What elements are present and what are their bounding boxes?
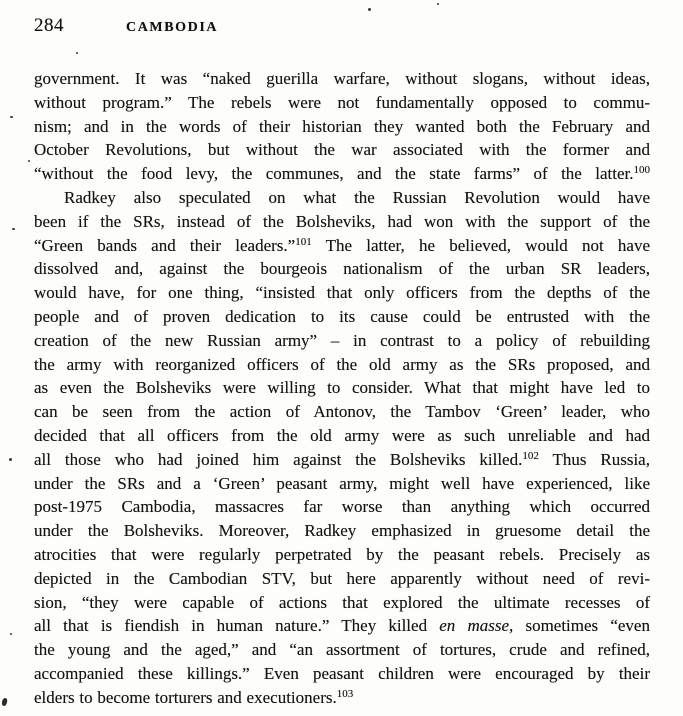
text-line: elders to become torturers and executioners.$^{103}$	[34, 687, 354, 707]
text-line: all those who had joined him against the Bolsheviks killed.$^{102}$ Thus Russia,	[34, 449, 650, 469]
text-line: accompanied these killings.” Even peasant children were encouraged by their	[34, 663, 650, 683]
text-line: Radkey also speculated on what the Russian Revolution would have	[64, 187, 650, 207]
page-body	[34, 67, 650, 710]
text-line: the army with reorganized officers of the old army as the SRs proposed, and	[34, 354, 650, 374]
text-line: under the Bolsheviks. Moreover, Radkey emphasized in gruesome detail the	[34, 521, 650, 541]
text-line: “Green bands and their leaders.”$^{101}$ The latter, he believed, would not have	[34, 235, 650, 255]
page-header	[34, 15, 218, 37]
text-line: the young and the aged,” and “an assortment of tortures, crude and refined,	[34, 640, 650, 660]
footnote-ref: 102	[522, 449, 539, 462]
scan-speck	[368, 8, 371, 11]
scan-speck	[437, 3, 439, 5]
footnote-ref: 100	[633, 164, 650, 177]
scan-speck	[10, 116, 13, 118]
text-line: all that is fiendish in human nature.” They killed en masse, sometimes “even	[34, 616, 650, 636]
text-line: as even the Bolsheviks were willing to consider. What that might have led to	[34, 378, 650, 398]
text-line: under the SRs and a ‘Green’ peasant army, might well have experienced, like	[34, 473, 650, 493]
scan-speck	[1, 697, 8, 706]
scan-speck	[9, 458, 12, 461]
text-line: post-1975 Cambodia, massacres far worse than anything which occurred	[34, 497, 650, 517]
text-line: decided that all officers from the old army were as such unreliable and had	[34, 425, 650, 445]
scan-speck	[12, 228, 15, 230]
scan-speck	[76, 52, 78, 54]
footnote-ref: 103	[336, 687, 354, 700]
text-line: creation of the new Russian army” – in contrast to a policy of rebuilding	[34, 330, 650, 350]
text-line: people and of proven dedication to its cause could be entrusted with the	[34, 306, 650, 326]
text-line: depicted in the Cambodian STV, but here apparently without need of revi-	[34, 568, 650, 588]
text-line: dissolved and, against the bourgeois nationalism of the urban SR leaders,	[34, 259, 650, 279]
text-line: nism; and in the words of their historian they wanted both the February and	[34, 116, 650, 136]
text-line: sion, “they were capable of actions that explored the ultimate recesses of	[34, 592, 650, 612]
footnote-ref: 101	[295, 235, 312, 248]
text-line: “without the food levy, the communes, and the state farms” of the latter.$^{100}$	[34, 164, 650, 184]
text-line: atrocities that were regularly perpetrated by the peasant rebels. Precisely as	[34, 544, 650, 564]
text-line: been if the SRs, instead of the Bolsheviks, had won with the support of the	[34, 211, 650, 231]
text-line: without program.” The rebels were not fundamentally opposed to commu-	[34, 92, 650, 112]
italic-text: en masse	[439, 616, 510, 636]
page-number: 284	[34, 15, 64, 36]
text-line: would have, for one thing, “insisted that only officers from the depths of the	[34, 283, 650, 303]
text-line: government. It was “naked guerilla warfare, without slogans, without ideas,	[34, 69, 650, 88]
running-title: CAMBODIA	[126, 20, 219, 35]
text-line: can be seen from the action of Antonov, the Tambov ‘Green’ leader, who	[34, 402, 650, 422]
text-line: October Revolutions, but without the war associated with the former and	[34, 140, 650, 160]
scan-speck	[10, 633, 12, 635]
scan-speck	[28, 160, 30, 162]
